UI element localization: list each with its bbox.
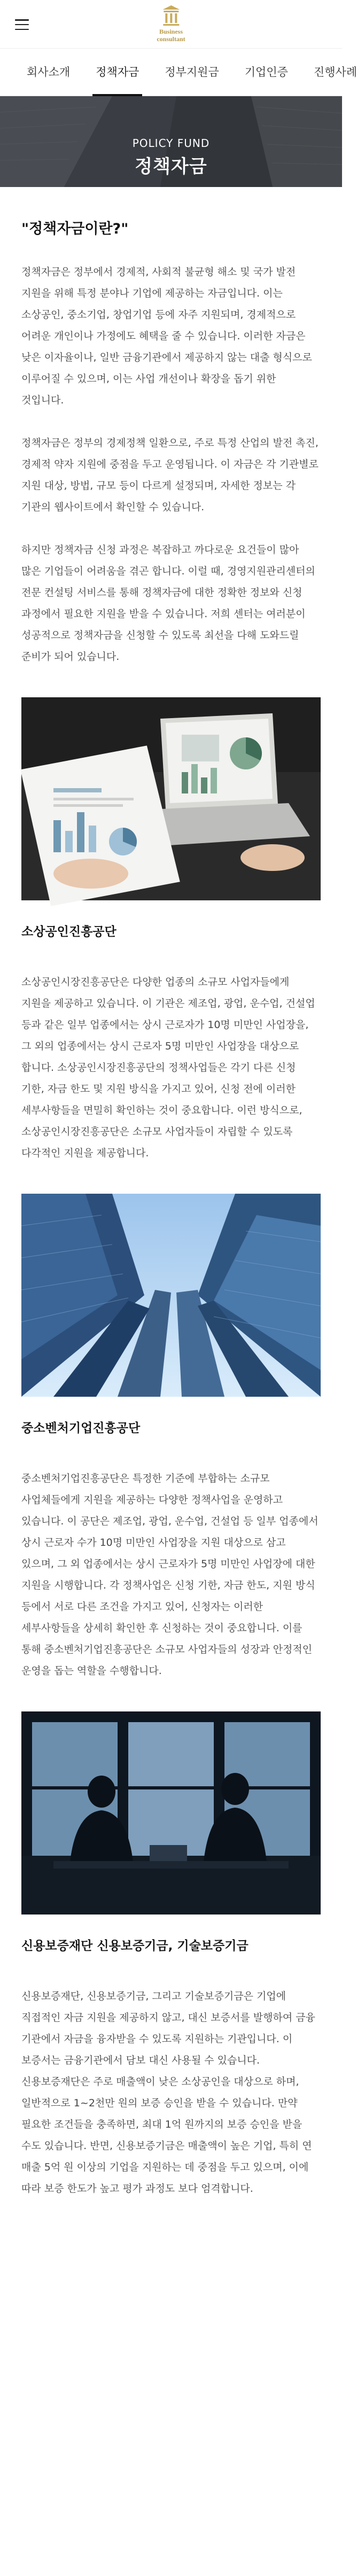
nav-item-cases[interactable]: 진행사례 xyxy=(313,66,357,79)
logo-text-line1: Business xyxy=(159,28,183,35)
hero-title: 정책자금 xyxy=(135,156,207,177)
section-paragraph-sbiz: 소상공인시장진흥공단은 다양한 업종의 소규모 사업자들에게 지원을 제공하고 있습니다. 이 기관은 제조업, 광업, 운수업, 건설업 등과 같은 일부 업종에서는 상시 근로자가 10명 미만인 사업장을, 그 외의 업종에서는 상시 근로자 5명 미만인 사업장을 대상으로 합니다. 소상공인시장진흥공단의 정책사업들은 각기 다른 신청 기한, 자금 한도 및 지원 방식을 가지고 있어, 신청 전에 이러한 세부사항들을 면밀히 확인하는 것이 중요합니다. 이런 방식으로, 소상공인시장진흥공단은 소규모 사업자들이 자립할 수 있도록 다각적인 지원을 제공합니다. xyxy=(21,976,315,1159)
hero-subtitle: POLICY FUND xyxy=(132,137,210,150)
skyscrapers-photo xyxy=(21,1194,321,1397)
section-title-credit-guarantee: 신용보증재단 신용보증기금, 기술보증기금 xyxy=(21,1939,249,1953)
main-nav xyxy=(0,48,357,96)
nav-item-certification[interactable]: 기업인증 xyxy=(244,66,288,79)
top-header xyxy=(0,0,342,48)
section-title-kosmes: 중소벤처기업진흥공단 xyxy=(21,1421,141,1435)
section-paragraph-kosmes: 중소벤처기업진흥공단은 특정한 기준에 부합하는 소규모 사업체들에게 지원을 제공하는 다양한 정책사업을 운영하고 있습니다. 이 공단은 제조업, 광업, 운수업, 건설업 등 일부 업종에서 상시 근로자 수가 10명 미만인 사업장을 지원 대상으로 삼고 있으며, 그 외 업종에서는 상시 근로자가 5명 미만인 사업장에 대한 지원을 시행합니다. 각 정책사업은 신청 기한, 자금 한도, 지원 방식 등에서 서로 다른 조건을 가지고 있어, 신청자는 이러한 세부사항들을 상세히 확인한 후 신청하는 것이 중요합니다. 이를 통해 중소벤처기업진흥공단은 소규모 사업자들의 성장과 안정적인 운영을 돕는 역할을 수행합니다. xyxy=(21,1473,319,1677)
hamburger-icon[interactable] xyxy=(15,19,29,30)
intro-paragraph: 정책자금은 정부의 경제정책 일환으로, 주로 특정 산업의 발전 촉진, 경제적 약자 지원에 중점을 두고 운영됩니다. 이 자금은 각 기관별로 지원 대상, 방법, 규모 등이 다르게 설정되며, 자세한 정보는 각 기관의 웹사이트에서 확인할 수 있습니다. xyxy=(21,437,319,513)
intro-paragraph: 정책자금은 정부에서 경제적, 사회적 불균형 해소 및 국가 발전 지원을 위해 특정 분야나 기업에 제공하는 자금입니다. 이는 소상공인, 중소기업, 창업기업 등에 자주 지원되며, 경제적으로 어려운 개인이나 가정에도 혜택을 줄 수 있습니다. 이러한 자금은 낮은 이자율이나, 일반 금융기관에서 제공하지 않는 대출 형식으로 이루어질 수 있으며, 이는 사업 개선이나 확장을 돕기 위한 것입니다. xyxy=(21,266,312,406)
intro-paragraph: 하지만 정책자금 신청 과정은 복잡하고 까다로운 요건들이 많아 많은 기업들이 어려움을 겪곤 합니다. 이럴 때, 경영지원관리센터의 전문 컨설팅 서비스를 통해 정책자금에 대한 정확한 정보와 신청 과정에서 필요한 지원을 받을 수 있습니다. 저희 센터는 여러분이 성공적으로 정책자금을 신청할 수 있도록 최선을 다해 도와드릴 준비가 되어 있습니다. xyxy=(21,544,315,663)
columns-logo-icon xyxy=(160,4,182,28)
nav-item-government-grant[interactable]: 정부지원금 xyxy=(165,66,219,79)
nav-item-company[interactable]: 회사소개 xyxy=(27,66,71,79)
hero-banner xyxy=(0,96,342,187)
business-meeting-photo xyxy=(21,1711,321,1915)
nav-item-policy-fund[interactable]: 정책자금 xyxy=(96,48,139,96)
main-content xyxy=(0,217,342,2199)
section-paragraph-credit-guarantee: 신용보증재단, 신용보증기금, 그리고 기술보증기금은 기업에 직접적인 자금 지원을 제공하지 않고, 대신 보증서를 발행하여 금융 기관에서 자금을 융자받을 수 있도록 지원하는 기관입니다. 이 보증서는 금융기관에서 담보 대신 사용될 수 있습니다. 신용보증재단은 주로 매출액이 낮은 소상공인을 대상으로 하며, 일반적으로 1~2천만 원의 보증 승인을 받을 수 있습니다. 만약 필요한 조건들을 충족하면, 최대 1억 원까지의 보증 승인을 받을 수도 있습니다. 반면, 신용보증기금은 매출액이 높은 기업, 특히 연 매출 5억 원 이상의 기업을 지원하는 데 중점을 두고 있으며, 이에 따라 보증 한도가 높고 평가 과정도 보다 엄격합니다. xyxy=(21,1990,315,2194)
site-logo[interactable] xyxy=(157,4,185,43)
intro-headline: "정책자금이란?" xyxy=(21,221,129,237)
section-title-sbiz: 소상공인진흥공단 xyxy=(21,925,117,939)
logo-text-line2: consultant xyxy=(157,35,185,43)
laptop-charts-photo xyxy=(21,697,321,900)
